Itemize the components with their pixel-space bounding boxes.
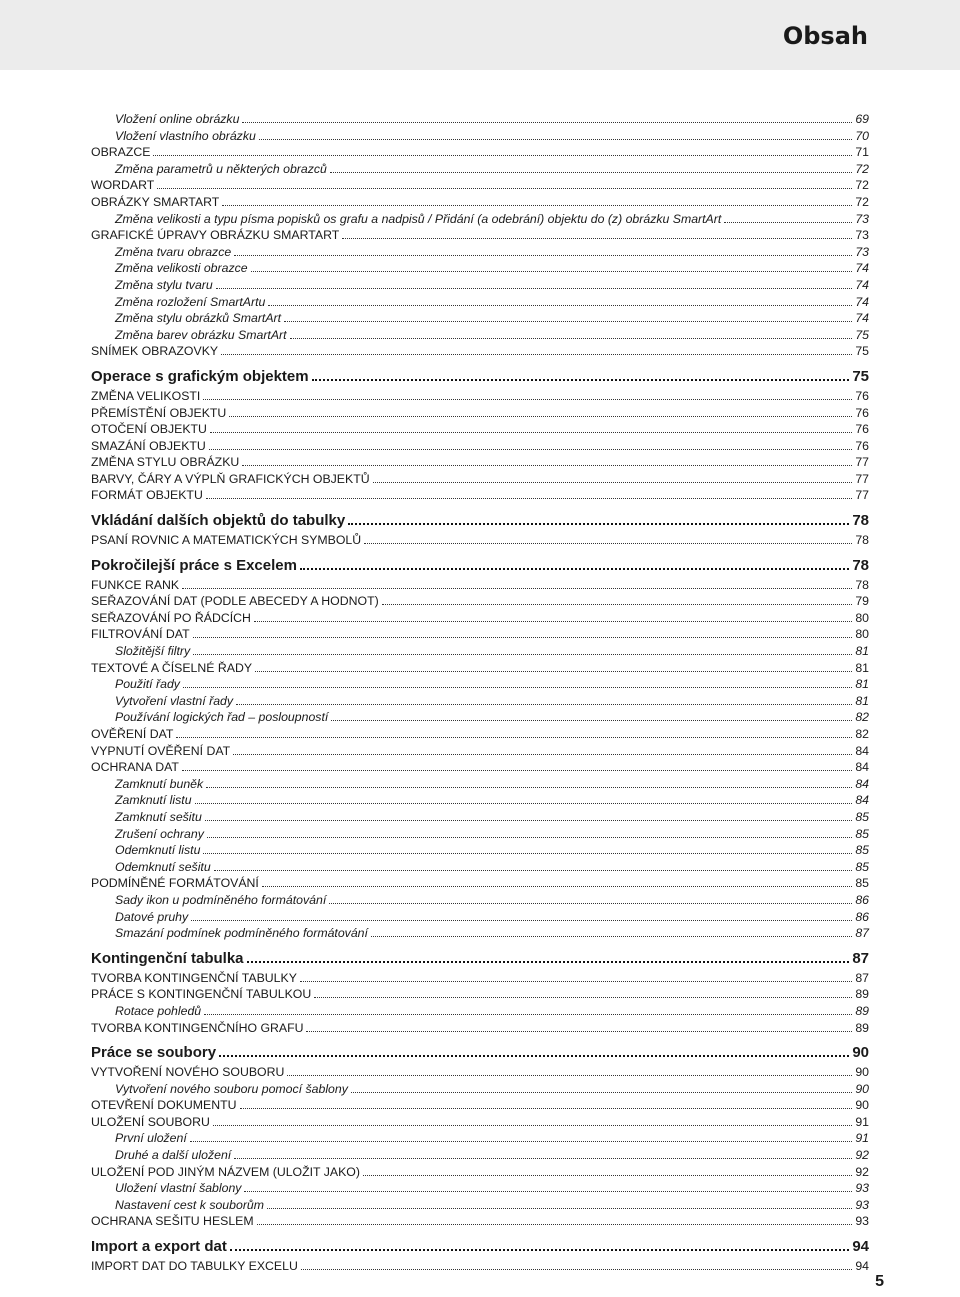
toc-entry-title: TVORBA KONTINGENČNÍ TABULKY — [91, 970, 297, 985]
toc-entry[interactable] — [91, 294, 869, 311]
toc-entry[interactable] — [91, 1003, 869, 1020]
dot-leader — [242, 122, 852, 123]
toc-entry-page: 75 — [855, 327, 869, 342]
dot-leader — [348, 523, 849, 525]
toc-entry-title: Změna stylu tvaru — [115, 277, 213, 292]
toc-entry-page: 75 — [855, 344, 869, 359]
table-of-contents — [91, 111, 869, 1275]
toc-entry-page: 85 — [855, 809, 869, 824]
dot-leader — [210, 432, 852, 433]
toc-entry-page: 80 — [855, 610, 869, 625]
toc-entry-page: 86 — [855, 892, 869, 907]
toc-entry-page: 81 — [855, 693, 869, 708]
dot-leader — [153, 155, 852, 156]
dot-leader — [176, 737, 852, 738]
toc-entry-title: OTEVŘENÍ DOKUMENTU — [91, 1098, 237, 1113]
toc-entry[interactable] — [91, 892, 869, 909]
toc-entry-page: 75 — [852, 367, 869, 385]
toc-entry[interactable] — [91, 343, 869, 360]
dot-leader — [193, 654, 852, 655]
toc-entry-page: 85 — [855, 826, 869, 841]
toc-entry-title: SEŘAZOVÁNÍ PO ŘÁDCÍCH — [91, 610, 251, 625]
toc-entry-title: Import a export dat — [91, 1238, 227, 1256]
toc-entry[interactable] — [91, 970, 869, 987]
toc-entry-page: 74 — [855, 294, 869, 309]
toc-entry-title: Změna tvaru obrazce — [115, 244, 232, 259]
toc-entry-page: 81 — [855, 660, 869, 675]
dot-leader — [207, 837, 852, 838]
toc-entry[interactable] — [91, 776, 869, 793]
toc-entry[interactable] — [91, 676, 869, 693]
toc-entry-title: Odemknutí listu — [115, 843, 201, 858]
toc-entry-page: 82 — [855, 727, 869, 741]
toc-entry[interactable] — [91, 593, 869, 610]
toc-entry[interactable] — [91, 925, 869, 942]
dot-leader — [216, 288, 853, 289]
toc-entry-title: ZMĚNA STYLU OBRÁZKU — [91, 455, 240, 470]
dot-leader — [331, 720, 852, 721]
toc-entry[interactable] — [91, 809, 869, 826]
dot-leader — [284, 321, 852, 322]
toc-entry-page: 90 — [855, 1081, 869, 1096]
toc-entry-title: Uložení vlastní šablony — [115, 1181, 242, 1196]
dot-leader — [268, 305, 852, 306]
toc-entry-title: První uložení — [115, 1131, 187, 1146]
toc-entry[interactable] — [91, 826, 869, 843]
toc-entry-title: VYPNUTÍ OVĚŘENÍ DAT — [91, 743, 231, 758]
toc-entry-title: SEŘAZOVÁNÍ DAT (PODLE ABECEDY A HODNOT) — [91, 594, 379, 609]
dot-leader — [195, 803, 853, 804]
toc-entry-title: PŘEMÍSTĚNÍ OBJEKTU — [91, 405, 227, 420]
toc-entry[interactable] — [91, 759, 869, 776]
toc-entry-title: SNÍMEK OBRAZOVKY — [91, 344, 219, 359]
toc-entry-page: 87 — [855, 926, 869, 941]
toc-entry-title: Používání logických řad – posloupností — [115, 710, 329, 725]
toc-entry-page: 76 — [855, 422, 869, 437]
toc-entry-title: Zamknutí sešitu — [115, 809, 202, 824]
toc-entry-title: Nastavení cest k souborům — [115, 1197, 264, 1212]
toc-entry-title: FUNKCE RANK — [91, 577, 180, 592]
toc-entry-title: TEXTOVÉ A ČÍSELNÉ ŘADY — [91, 660, 253, 675]
toc-entry[interactable] — [91, 144, 869, 161]
header-band — [0, 0, 960, 70]
toc-entry[interactable] — [91, 743, 869, 760]
toc-entry-page: 74 — [855, 277, 869, 292]
toc-entry-page: 76 — [855, 388, 869, 403]
dot-leader — [190, 1141, 853, 1142]
toc-entry-title: Pokročilejší práce s Excelem — [91, 556, 297, 574]
toc-entry-title: Vložení vlastního obrázku — [115, 128, 256, 143]
toc-entry[interactable] — [91, 643, 869, 660]
toc-entry-title: Zamknutí listu — [115, 793, 192, 808]
toc-entry[interactable] — [91, 610, 869, 627]
toc-entry-title: SMAZÁNÍ OBJEKTU — [91, 438, 206, 453]
toc-entry-title: Zrušení ochrany — [115, 826, 204, 841]
toc-entry-page: 87 — [852, 949, 869, 967]
toc-entry[interactable] — [91, 421, 869, 438]
toc-entry-title: PODMÍNĚNÉ FORMÁTOVÁNÍ — [91, 876, 259, 891]
toc-entry-page: 78 — [855, 577, 869, 592]
toc-section-entry[interactable] — [91, 948, 869, 970]
toc-entry-title: Vkládání dalších objektů do tabulky — [91, 512, 346, 530]
toc-entry[interactable] — [91, 177, 869, 194]
toc-entry-page: 74 — [855, 311, 869, 326]
toc-entry-page: 78 — [852, 512, 869, 530]
toc-entry[interactable] — [91, 244, 869, 261]
dot-leader — [219, 1055, 849, 1057]
toc-entry[interactable] — [91, 1197, 869, 1214]
toc-entry-page: 77 — [855, 488, 869, 503]
dot-leader — [363, 1175, 852, 1176]
toc-entry[interactable] — [91, 532, 869, 549]
toc-entry[interactable] — [91, 1180, 869, 1197]
toc-entry-page: 73 — [855, 244, 869, 259]
dot-leader — [183, 687, 852, 688]
toc-entry[interactable] — [91, 986, 869, 1003]
toc-entry-page: 72 — [855, 161, 869, 176]
toc-entry-title: Změna velikosti a typu písma popisků os grafu a nadpisů / Přidání (a odebrání) objektu do (z) obrázku SmartArt — [115, 211, 722, 226]
dot-leader — [342, 238, 852, 239]
toc-entry-page: 77 — [855, 455, 869, 470]
dot-leader — [300, 568, 849, 570]
toc-entry-page: 80 — [855, 627, 869, 642]
toc-entry-page: 93 — [855, 1197, 869, 1212]
toc-entry-page: 85 — [855, 843, 869, 858]
dot-leader — [259, 139, 852, 140]
toc-entry-page: 94 — [855, 1259, 869, 1274]
toc-entry-page: 81 — [855, 644, 869, 659]
toc-entry-title: OTOČENÍ OBJEKTU — [91, 422, 207, 437]
dot-leader — [373, 482, 853, 483]
toc-entry-title: Použití řady — [115, 677, 180, 692]
toc-entry-title: Odemknutí sešitu — [115, 859, 211, 874]
toc-entry[interactable] — [91, 1020, 869, 1037]
dot-leader — [242, 465, 852, 466]
toc-entry-page: 71 — [855, 145, 869, 160]
toc-entry-page: 70 — [855, 128, 869, 143]
toc-entry-title: Změna velikosti obrazce — [115, 261, 248, 276]
toc-entry-title: TVORBA KONTINGENČNÍHO GRAFU — [91, 1020, 304, 1035]
toc-entry-title: FORMÁT OBJEKTU — [91, 488, 203, 503]
toc-section-entry[interactable] — [91, 366, 869, 388]
toc-entry-page: 89 — [855, 1020, 869, 1035]
toc-entry-page: 78 — [855, 533, 869, 548]
toc-entry-title: Vložení online obrázku — [115, 112, 240, 126]
toc-entry[interactable] — [91, 909, 869, 926]
toc-entry-title: ULOŽENÍ SOUBORU — [91, 1114, 210, 1129]
toc-entry-page: 86 — [855, 909, 869, 924]
toc-entry-page: 93 — [855, 1214, 869, 1229]
toc-entry-page: 84 — [855, 793, 869, 808]
toc-entry-page: 74 — [855, 261, 869, 276]
toc-entry[interactable] — [91, 438, 869, 455]
dot-leader — [247, 961, 850, 963]
toc-entry-title: BARVY, ČÁRY A VÝPLŇ GRAFICKÝCH OBJEKTŮ — [91, 471, 370, 486]
toc-entry-page: 90 — [855, 1098, 869, 1113]
toc-entry-title: ULOŽENÍ POD JINÝM NÁZVEM (ULOŽIT JAKO) — [91, 1164, 360, 1179]
toc-entry[interactable] — [91, 626, 869, 643]
dot-leader — [191, 920, 852, 921]
toc-entry-title: PSANÍ ROVNIC A MATEMATICKÝCH SYMBOLŮ — [91, 533, 362, 548]
toc-entry-title: OCHRANA SEŠITU HESLEM — [91, 1214, 254, 1229]
dot-leader — [312, 379, 850, 381]
toc-entry[interactable] — [91, 1258, 869, 1275]
toc-entry-page: 92 — [855, 1148, 869, 1163]
toc-entry-page: 85 — [855, 859, 869, 874]
toc-entry-title: ZMĚNA VELIKOSTI — [91, 388, 201, 403]
dot-leader — [182, 770, 852, 771]
dot-leader — [244, 1191, 852, 1192]
toc-entry-title: Datové pruhy — [115, 909, 189, 924]
toc-section-entry[interactable] — [91, 1236, 869, 1258]
toc-entry[interactable] — [91, 327, 869, 344]
toc-entry[interactable] — [91, 1130, 869, 1147]
dot-leader — [329, 903, 852, 904]
toc-entry[interactable] — [91, 792, 869, 809]
page-title: Obsah — [782, 22, 868, 50]
dot-leader — [287, 1075, 852, 1076]
toc-entry-page: 76 — [855, 438, 869, 453]
toc-entry-page: 84 — [855, 776, 869, 791]
dot-leader — [209, 449, 853, 450]
toc-entry-title: Rotace pohledů — [115, 1003, 202, 1018]
dot-leader — [724, 222, 852, 223]
dot-leader — [222, 205, 852, 206]
dot-leader — [351, 1092, 852, 1093]
dot-leader — [229, 416, 852, 417]
toc-entry[interactable] — [91, 1081, 869, 1098]
toc-entry-title: Změna barev obrázku SmartArt — [115, 327, 287, 342]
dot-leader — [267, 1208, 852, 1209]
toc-entry[interactable] — [91, 194, 869, 211]
toc-entry-title: VYTVOŘENÍ NOVÉHO SOUBORU — [91, 1065, 285, 1080]
toc-entry[interactable] — [91, 1114, 869, 1131]
dot-leader — [364, 543, 852, 544]
dot-leader — [314, 997, 852, 998]
toc-section-entry[interactable] — [91, 555, 869, 577]
toc-entry[interactable] — [91, 454, 869, 471]
dot-leader — [233, 754, 852, 755]
dot-leader — [262, 886, 852, 887]
dot-leader — [234, 255, 852, 256]
toc-entry-page: 69 — [855, 112, 869, 126]
toc-entry[interactable] — [91, 709, 869, 726]
toc-entry-page: 84 — [855, 743, 869, 758]
toc-entry-page: 73 — [855, 228, 869, 243]
toc-entry-title: GRAFICKÉ ÚPRAVY OBRÁZKU SMARTART — [91, 228, 340, 243]
dot-leader — [240, 1108, 853, 1109]
toc-entry[interactable] — [91, 1164, 869, 1181]
toc-entry-page: 90 — [855, 1065, 869, 1080]
dot-leader — [382, 604, 853, 605]
toc-entry-title: WORDART — [91, 178, 155, 193]
dot-leader — [182, 588, 852, 589]
toc-entry[interactable] — [91, 277, 869, 294]
dot-leader — [214, 870, 853, 871]
toc-entry[interactable] — [91, 260, 869, 277]
dot-leader — [234, 1158, 852, 1159]
toc-entry-page: 92 — [855, 1164, 869, 1179]
dot-leader — [157, 188, 852, 189]
toc-entry-title: FILTROVÁNÍ DAT — [91, 627, 190, 642]
toc-entry-page: 81 — [855, 677, 869, 692]
toc-entry-page: 91 — [855, 1131, 869, 1146]
toc-entry-title: Změna parametrů u některých obrazců — [115, 161, 327, 176]
toc-entry-title: PRÁCE S KONTINGENČNÍ TABULKOU — [91, 987, 312, 1002]
toc-entry[interactable] — [91, 161, 869, 178]
toc-entry[interactable] — [91, 660, 869, 677]
dot-leader — [204, 1014, 852, 1015]
toc-entry-page: 72 — [855, 194, 869, 209]
toc-entry-page: 93 — [855, 1181, 869, 1196]
toc-entry-page: 72 — [855, 178, 869, 193]
dot-leader — [330, 172, 852, 173]
toc-entry-page: 79 — [855, 594, 869, 609]
dot-leader — [254, 621, 852, 622]
dot-leader — [206, 498, 852, 499]
toc-entry-page: 77 — [855, 471, 869, 486]
toc-entry-title: Zamknutí buněk — [115, 776, 204, 791]
dot-leader — [213, 1125, 852, 1126]
toc-entry[interactable] — [91, 310, 869, 327]
toc-entry[interactable] — [91, 227, 869, 244]
dot-leader — [301, 1269, 852, 1270]
toc-entry-title: OCHRANA DAT — [91, 760, 179, 775]
toc-entry-page: 76 — [855, 405, 869, 420]
dot-leader — [251, 271, 853, 272]
dot-leader — [203, 853, 852, 854]
toc-entry-page: 91 — [855, 1114, 869, 1129]
toc-section-entry[interactable] — [91, 510, 869, 532]
dot-leader — [257, 1224, 853, 1225]
toc-entry[interactable] — [91, 875, 869, 892]
toc-entry[interactable] — [91, 111, 869, 128]
toc-entry[interactable] — [91, 405, 869, 422]
toc-entry-title: Práce se soubory — [91, 1044, 217, 1062]
toc-entry[interactable] — [91, 1064, 869, 1081]
toc-entry[interactable] — [91, 1147, 869, 1164]
toc-entry[interactable] — [91, 726, 869, 743]
dot-leader — [300, 981, 852, 982]
dot-leader — [236, 704, 852, 705]
toc-entry-title: Změna stylu obrázků SmartArt — [115, 311, 282, 326]
toc-entry-title: Vytvoření nového souboru pomocí šablony — [115, 1081, 348, 1096]
dot-leader — [203, 399, 852, 400]
toc-entry-title: OBRAZCE — [91, 145, 151, 160]
toc-entry-page: 78 — [852, 556, 869, 574]
toc-entry-title: Kontingenční tabulka — [91, 949, 244, 967]
toc-entry[interactable] — [91, 1213, 869, 1230]
toc-entry-page: 84 — [855, 760, 869, 775]
dot-leader — [206, 787, 852, 788]
toc-entry-page: 89 — [855, 987, 869, 1002]
toc-entry-title: OBRÁZKY SMARTART — [91, 194, 220, 209]
toc-entry-title: Sady ikon u podmíněného formátování — [115, 892, 327, 907]
toc-entry[interactable] — [91, 577, 869, 594]
toc-entry[interactable] — [91, 1097, 869, 1114]
toc-entry[interactable] — [91, 211, 869, 228]
dot-leader — [255, 671, 852, 672]
toc-entry-page: 94 — [852, 1238, 869, 1256]
toc-entry-page: 87 — [855, 970, 869, 985]
toc-entry-page: 85 — [855, 876, 869, 891]
toc-entry-title: OVĚŘENÍ DAT — [91, 727, 174, 741]
toc-entry-title: Druhé a další uložení — [115, 1148, 232, 1163]
toc-entry[interactable] — [91, 128, 869, 145]
toc-entry-title: Operace s grafickým objektem — [91, 367, 309, 385]
toc-entry-title: IMPORT DAT DO TABULKY EXCELU — [91, 1259, 298, 1274]
toc-entry-title: Změna rozložení SmartArtu — [115, 294, 266, 309]
toc-entry-title: Vytvoření vlastní řady — [115, 693, 234, 708]
toc-section-entry[interactable] — [91, 1042, 869, 1064]
toc-entry-title: Složitější filtry — [115, 644, 191, 659]
toc-entry[interactable] — [91, 693, 869, 710]
toc-entry[interactable] — [91, 842, 869, 859]
dot-leader — [306, 1031, 852, 1032]
page-number: 5 — [875, 1273, 884, 1290]
toc-entry-title: Smazání podmínek podmíněného formátování — [115, 926, 368, 941]
toc-entry-page: 90 — [852, 1044, 869, 1062]
toc-entry[interactable] — [91, 471, 869, 488]
dot-leader — [193, 637, 853, 638]
toc-entry[interactable] — [91, 487, 869, 504]
toc-entry[interactable] — [91, 859, 869, 876]
dot-leader — [230, 1249, 849, 1251]
dot-leader — [221, 354, 852, 355]
dot-leader — [371, 936, 852, 937]
toc-entry[interactable] — [91, 388, 869, 405]
toc-entry-page: 73 — [855, 211, 869, 226]
toc-entry-page: 89 — [855, 1003, 869, 1018]
toc-entry-page: 82 — [855, 710, 869, 725]
dot-leader — [290, 338, 853, 339]
dot-leader — [205, 820, 853, 821]
